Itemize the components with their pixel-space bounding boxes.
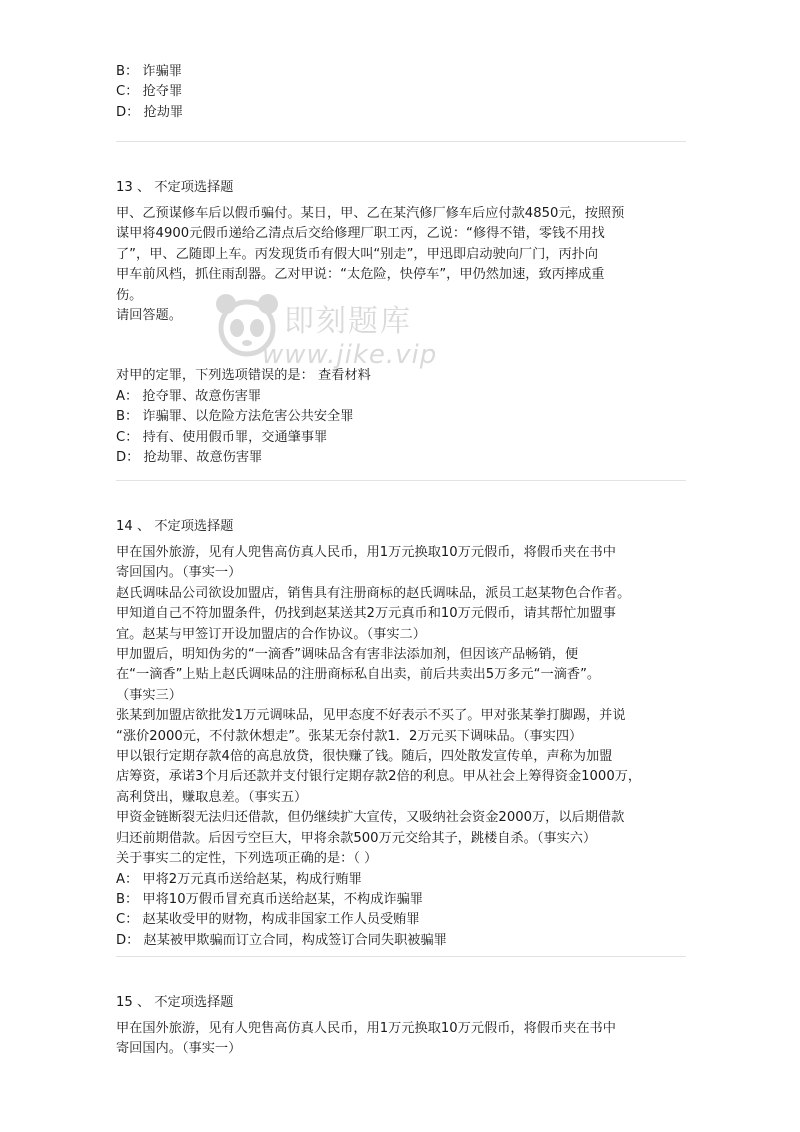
question-15-header: 15 、 不定项选择题 bbox=[116, 995, 234, 1010]
separator bbox=[116, 956, 686, 957]
question-15-body-line: 甲在国外旅游，见有人兜售高仿真人民币，用1万元换取10万元假币，将假币夹在书中 bbox=[116, 1021, 616, 1036]
question-14-body-line: 归还前期借款。后因亏空巨大，甲将余款500万元交给其子，跳楼自杀。（事实六） bbox=[116, 830, 597, 846]
question-13-option-d[interactable]: D： 抢劫罪、故意伤害罪 bbox=[116, 450, 263, 466]
question-14-body-line: 高利贷出，赚取息差。（事实五） bbox=[116, 789, 308, 805]
question-14-option-b[interactable]: B： 甲将10万假币冒充真币送给赵某，不构成诈骗罪 bbox=[116, 891, 423, 907]
question-13-option-a[interactable]: A： 抢夺罪、故意伤害罪 bbox=[116, 388, 262, 404]
question-14-body-line: 赵氏调味品公司欲设加盟店，销售具有注册商标的赵氏调味品，派员工赵某物色合作者。 bbox=[116, 585, 631, 601]
question-14-body-line: 甲知道自己不符加盟条件，仍找到赵某送其2万元真币和10万元假币，请其帮忙加盟事 bbox=[116, 606, 616, 622]
q12-option-b[interactable]: B： 诈骗罪 bbox=[116, 64, 182, 79]
question-13-body-line: 请回答题。 bbox=[116, 308, 182, 324]
question-14-body-line: （事实三） bbox=[116, 687, 182, 703]
question-14-body-line: 甲在国外旅游，见有人兜售高仿真人民币，用1万元换取10万元假币，将假币夹在书中 bbox=[116, 545, 616, 560]
separator bbox=[116, 480, 686, 481]
watermark-text-cn: 即刻题库 bbox=[284, 304, 412, 339]
question-14 bbox=[116, 517, 686, 951]
question-14-body-line: 甲资金链断裂无法归还借款，但仍继续扩大宣传，又吸纳社会资金2000万，以后期借款 bbox=[116, 810, 625, 826]
question-14-body-line: 宜。赵某与甲签订开设加盟店的合作协议。（事实二） bbox=[116, 626, 426, 642]
question-13-prompt: 对甲的定罪，下列选项错误的是： 查看材料 bbox=[116, 368, 371, 384]
question-13-body-line: 甲、乙预谋修车后以假币骗付。某日，甲、乙在某汽修厂修车后应付款4850元，按照预 bbox=[116, 206, 625, 221]
question-14-body-line: 张某到加盟店欲批发1万元调味品，见甲态度不好表示不买了。甲对张某拳打脚踢，并说 bbox=[116, 708, 626, 724]
watermark-text-en: www.jike.vip bbox=[262, 340, 438, 370]
question-14-body-line: 在“一滴香”上贴上赵氏调味品的注册商标私自出卖，前后共卖出5万多元“一滴香”。 bbox=[116, 667, 601, 683]
question-14-body-line: 店筹资，承诺3个月后还款并支付银行定期存款2倍的利息。甲从社会上筹得资金1000万， bbox=[116, 769, 642, 785]
question-14-option-c[interactable]: C： 赵某收受甲的财物，构成非国家工作人员受贿罪 bbox=[116, 912, 420, 928]
question-14-body-line: 寄回国内。（事实一） bbox=[116, 565, 242, 581]
question-13-body-line: 谋甲将4900元假币递给乙清点后交给修理厂职工丙，乙说：“修得不错，零钱不用找 bbox=[116, 226, 605, 242]
question-13-body-line: 伤。 bbox=[116, 287, 143, 303]
question-14-option-d[interactable]: D： 赵某被甲欺骗而订立合同，构成签订合同失职被骗罪 bbox=[116, 932, 447, 948]
question-13-body-line: 了”，甲、乙随即上车。丙发现货币有假大叫“别走”，甲迅即启动驶向厂门，丙扑向 bbox=[116, 246, 599, 262]
question-15-body-line: 寄回国内。（事实一） bbox=[116, 1041, 242, 1057]
question-13-body-line: 甲车前风档，抓住雨刮器。乙对甲说：“太危险，快停车”，甲仍然加速，致丙摔成重 bbox=[116, 267, 605, 283]
q12-option-d[interactable]: D： 抢劫罪 bbox=[116, 104, 184, 120]
question-14-body-line: 甲加盟后，明知伪劣的“一滴香”调味品含有害非法添加剂，但因该产品畅销，便 bbox=[116, 647, 579, 663]
q12-option-c[interactable]: C： 抢夺罪 bbox=[116, 84, 183, 100]
question-14-body-line: “涨价2000元，不付款休想走”。张某无奈付款1．2万元买下调味品。（事实四） bbox=[116, 728, 583, 744]
question-14-body-line: 甲以银行定期存款4倍的高息放贷，很快赚了钱。随后，四处散发宣传单，声称为加盟 bbox=[116, 749, 613, 765]
question-13-option-b[interactable]: B： 诈骗罪、以危险方法危害公共安全罪 bbox=[116, 409, 354, 425]
question-14-prompt: 关于事实二的定性，下列选项正确的是：（ ） bbox=[116, 851, 378, 867]
question-15 bbox=[116, 993, 686, 1060]
q12-options bbox=[116, 62, 183, 123]
separator bbox=[116, 141, 686, 142]
question-13 bbox=[116, 178, 686, 468]
question-13-option-c[interactable]: C： 持有、使用假币罪，交通肇事罪 bbox=[116, 429, 328, 445]
question-14-option-a[interactable]: A： 甲将2万元真币送给赵某，构成行贿罪 bbox=[116, 871, 362, 887]
question-14-header: 14 、 不定项选择题 bbox=[116, 519, 234, 534]
question-13-header: 13 、 不定项选择题 bbox=[116, 180, 234, 195]
